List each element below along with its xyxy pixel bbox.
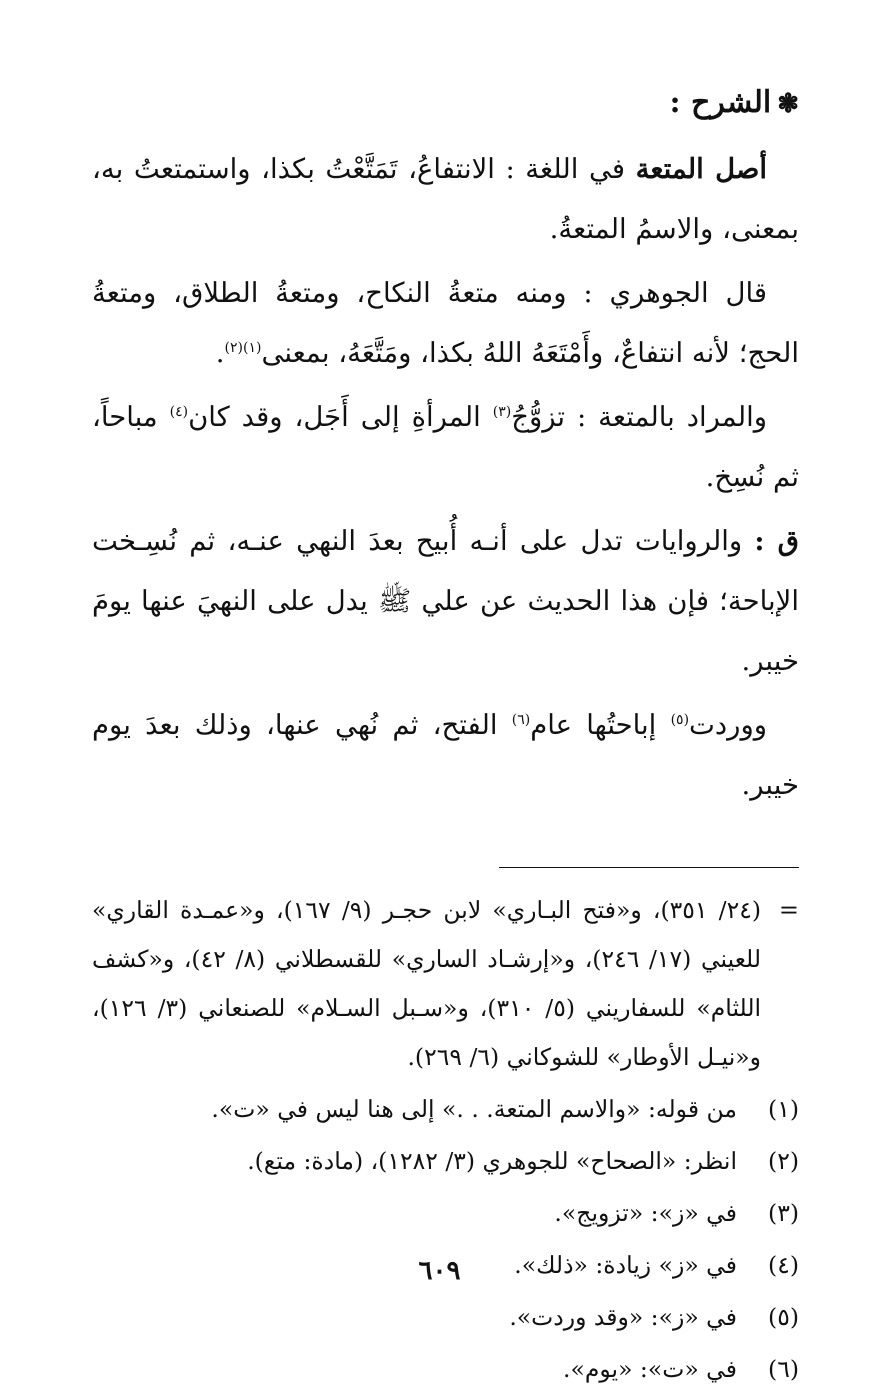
paragraph-3-text-b: المرأةِ إلى أَجَل، وقد كان <box>188 401 493 433</box>
footnote-ref: (٤) <box>169 403 189 420</box>
paragraph-5 <box>92 695 799 815</box>
paragraph-2-text-a: قال الجوهري : ومنه متعةُ النكاح، ومتعةُ الطلاق، ومتعةُ الحج؛ لأنه انتفاعٌ، وأَمْتَعَهُ اللهُ بكذا، ومَتَّعَهُ، بمعنى <box>92 277 799 369</box>
footnote-continuation <box>92 886 799 1082</box>
footnote-text: في «ت»: «يوم». <box>562 1355 737 1383</box>
paragraph-4 <box>92 511 799 691</box>
footnote-text: انظر: «الصحاح» للجوهري (٣/ ١٢٨٢)، (مادة: متع). <box>247 1147 737 1175</box>
paragraph-2 <box>92 263 799 383</box>
section-title: الشرح : <box>669 85 772 120</box>
paragraph-3 <box>92 387 799 507</box>
footnotes <box>92 886 799 1394</box>
footnote-number: (٥) <box>768 1303 799 1331</box>
footnote-item <box>92 1293 799 1342</box>
footnote-item <box>92 1137 799 1186</box>
footnote-item <box>92 1189 799 1238</box>
footnote-number: (٣) <box>768 1199 799 1227</box>
asterism-icon: ❃ <box>777 89 799 119</box>
paragraph-4-lead: ق : <box>754 525 799 557</box>
footnote-number: (٤) <box>768 1251 799 1279</box>
paragraph-1-text: في اللغة : الانتفاعُ، تَمَتَّعْتُ بكذا، واستمتعتُ به، بمعنى، والاسمُ المتعةُ. <box>92 153 799 245</box>
paragraph-5-text-a: ووردت <box>689 709 768 741</box>
footnote-ref: (١)(٢) <box>224 339 262 356</box>
footnote-text: في «ز» زيادة: «ذلك». <box>514 1251 737 1279</box>
footnote-text: في «ز»: «وقد وردت». <box>509 1303 737 1331</box>
footnote-ref: (٣) <box>492 403 512 420</box>
footnote-number: (٦) <box>768 1355 799 1383</box>
section-heading <box>92 80 799 127</box>
footnote-text: في «ز»: «تزويج». <box>554 1199 737 1227</box>
page-number: ٦٠٩ <box>418 1256 461 1286</box>
paragraph-5-text-c: الفتح، ثم نُهي عنها، وذلك بعدَ يوم خيبر. <box>92 709 799 801</box>
footnote-number: (١) <box>768 1095 799 1123</box>
continuation-text: (٢٤/ ٣٥١)، و«فتح البـاري» لابن حجـر (٩/ ١٦٧)، و«عمـدة القاري» للعيني (١٧/ ٢٤٦)، و«إرشـاد الساري» للقسطلاني (٨/ ٤٢)، و«كشف اللثام» للسفاريني (٥/ ٣١٠)، و«سـبل السـلام» للصنعاني (٣/ ١٢٦)، و«نيـل الأوطار» للشوكاني (٦/ ٢٦٩). <box>92 896 762 1071</box>
continuation-marker: = <box>778 896 799 924</box>
paragraph-4-text: والروايات تدل على أنـه أُبيح بعدَ النهي عنـه، ثم نُسِـخت الإباحة؛ فإن هذا الحديث عن علي ﷺ يدل على النهيَ عنها يومَ خيبر. <box>92 525 799 677</box>
footnote-text: من قوله: «والاسم المتعة. . .» إلى هنا ليس في «ت». <box>211 1095 737 1123</box>
footnote-ref: (٥) <box>670 711 690 728</box>
paragraph-3-text-a: والمراد بالمتعة : تزوُّجُ <box>511 401 768 433</box>
book-page <box>92 80 799 1383</box>
paragraph-5-text-b: إباحتُها عام <box>530 709 671 741</box>
footnote-number: (٢) <box>768 1147 799 1175</box>
footnote-ref: (٦) <box>511 711 531 728</box>
paragraph-3-text-c: مباحاً، ثم نُسِخ. <box>92 401 799 493</box>
footnote-separator-wrap <box>92 839 799 886</box>
footnote-item <box>92 1345 799 1394</box>
footnote-separator <box>499 867 799 868</box>
paragraph-1 <box>92 139 799 259</box>
paragraph-1-lead: أصل المتعة <box>635 153 767 185</box>
paragraph-2-text-b: . <box>215 337 225 369</box>
footnote-item <box>92 1085 799 1134</box>
